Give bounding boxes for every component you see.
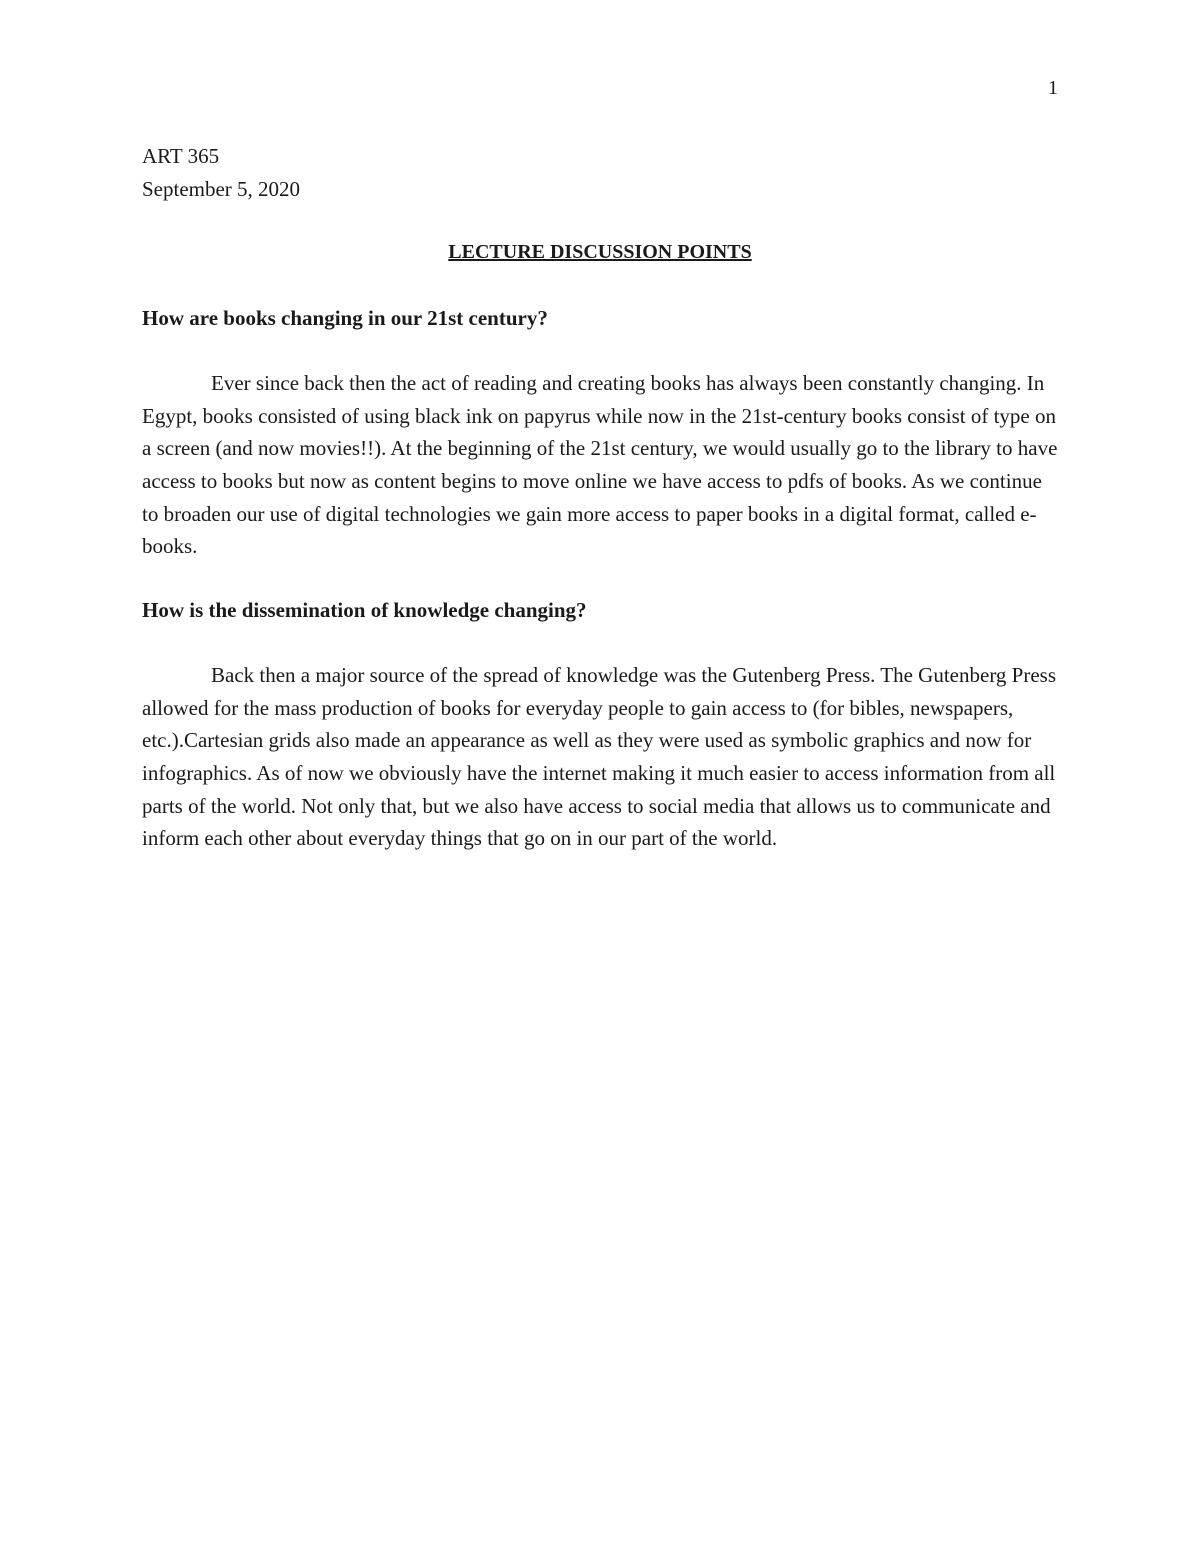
document-header [142, 140, 300, 206]
section-books-changing [142, 302, 1062, 563]
section-knowledge-dissemination [142, 594, 1062, 855]
document-date: September 5, 2020 [142, 177, 301, 201]
course-name: ART 365 [142, 144, 220, 168]
page-number: 1 [1048, 77, 1058, 99]
document-title: LECTURE DISCUSSION POINTS [448, 241, 752, 263]
section-heading: How is the dissemination of knowledge changing? [142, 598, 587, 622]
section-paragraph: Back then a major source of the spread of knowledge was the Gutenberg Press. The Gutenberg Press allowed for the mass production of books for everyday people to gain access to (for bibles, newspapers, etc.).Cartesian grids also made an appearance as well as they were used as symbolic graphics and now for infographics. As of now we obviously have the internet making it much easier to access information from all parts of the world. Not only that, but we also have access to social media that allows us to communicate and inform each other about everyday things that go on in our part of the world. [142, 663, 1057, 851]
section-heading: How are books changing in our 21st century? [142, 306, 548, 330]
section-paragraph: Ever since back then the act of reading and creating books has always been constantly changing. In Egypt, books consisted of using black ink on papyrus while now in the 21st-century books consist of type on a screen (and now movies!!). At the beginning of the 21st century, we would usually go to the library to have access to books but now as content begins to move online we have access to pdfs of books. As we continue to broaden our use of digital technologies we gain more access to paper books in a digital format, called e-books. [142, 371, 1058, 559]
